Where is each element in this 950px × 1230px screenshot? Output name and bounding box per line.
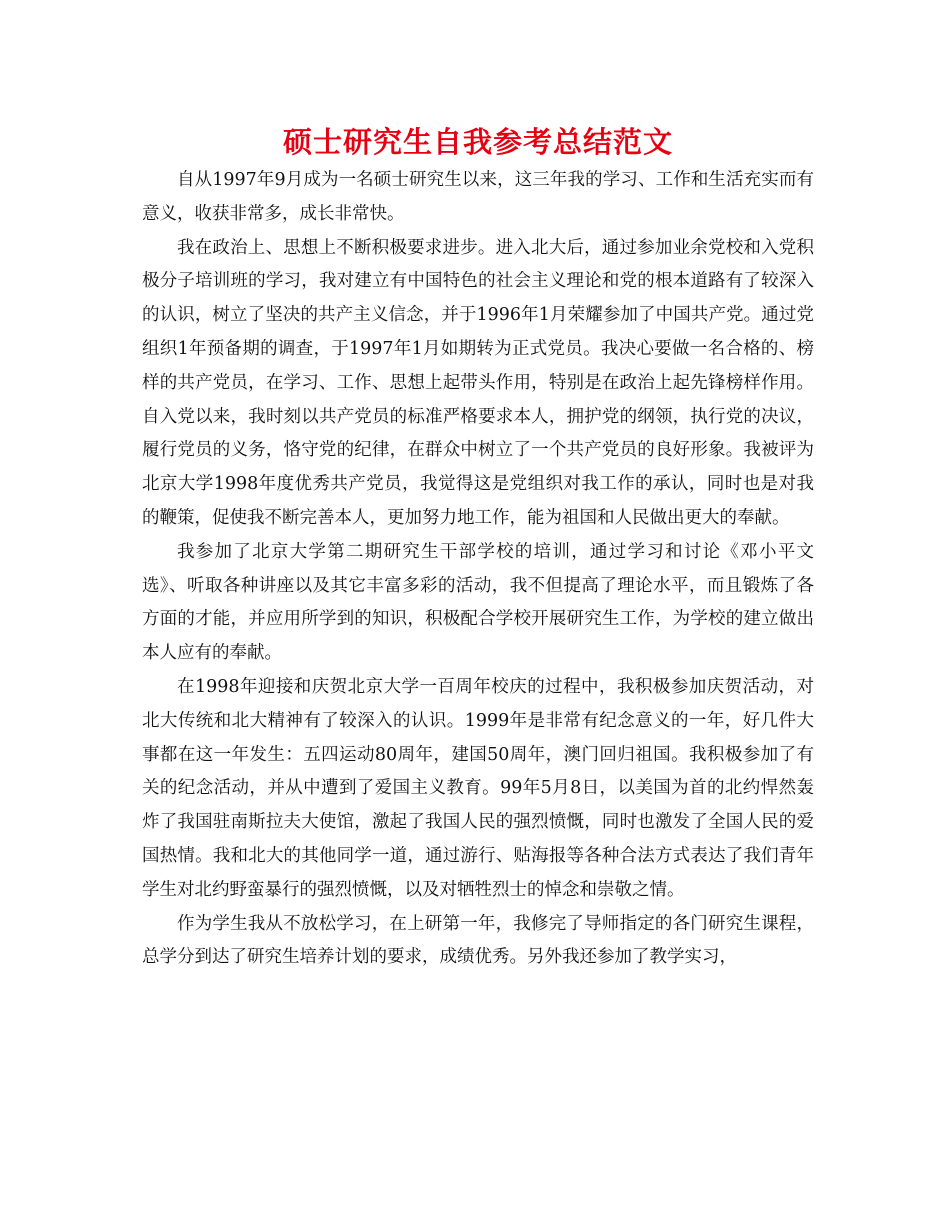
paragraph-4: 在1998年迎接和庆贺北京大学一百周年校庆的过程中，我积极参加庆贺活动，对北大传统和北大精神有了较深入的认识。1999年是非常有纪念意义的一年，好几件大事都在这一年发生：五四运动80周年，建国50周年，澳门回归祖国。我积极参加了有关的纪念活动，并从中遭到了爱国主义教育。99年5月8日，以美国为首的北约悍然轰炸了我国驻南斯拉夫大使馆，激起了我国人民的强烈愤慨，同时也激发了全国人民的爱国热情。我和北大的其他同学一道，通过游行、贴海报等各种合法方式表达了我们青年学生对北约野蛮暴行的强烈愤慨，以及对牺牲烈士的悼念和崇敬之情。: [142, 676, 814, 900]
paragraph-2: 我在政治上、思想上不断积极要求进步。进入北大后，通过参加业余党校和入党积极分子培训班的学习，我对建立有中国特色的社会主义理论和党的根本道路有了较深入的认识，树立了坚决的共产主义信念，并于1996年1月荣耀参加了中国共产党。通过党组织1年预备期的调查，于1997年1月如期转为正式党员。我决心要做一名合格的、榜样的共产党员，在学习、工作、思想上起带头作用，特别是在政治上起先锋榜样作用。自入党以来，我时刻以共产党员的标准严格要求本人，拥护党的纲领，执行党的决议，履行党员的义务，恪守党的纪律，在群众中树立了一个共产党员的良好形象。我被评为北京大学1998年度优秀共产党员，我觉得这是党组织对我工作的承认，同时也是对我的鞭策，促使我不断完善本人，更加努力地工作，能为祖国和人民做出更大的奉献。: [142, 237, 814, 528]
paragraph-5: 作为学生我从不放松学习，在上研第一年，我修完了导师指定的各门研究生课程，总学分到达了研究生培养计划的要求，成绩优秀。另外我还参加了教学实习，: [142, 913, 814, 968]
paragraph-3: 我参加了北京大学第二期研究生干部学校的培训，通过学习和讨论《邓小平文选》、听取各种讲座以及其它丰富多彩的活动，我不但提高了理论水平，而且锻炼了各方面的才能，并应用所学到的知识，积极配合学校开展研究生工作，为学校的建立做出本人应有的奉献。: [142, 541, 814, 664]
paragraph-1: 自从1997年9月成为一名硕士研究生以来，这三年我的学习、工作和生活充实而有意义，收获非常多，成长非常快。: [142, 170, 814, 224]
document-page: [142, 122, 814, 975]
document-title: 硕士研究生自我参考总结范文: [282, 125, 673, 159]
